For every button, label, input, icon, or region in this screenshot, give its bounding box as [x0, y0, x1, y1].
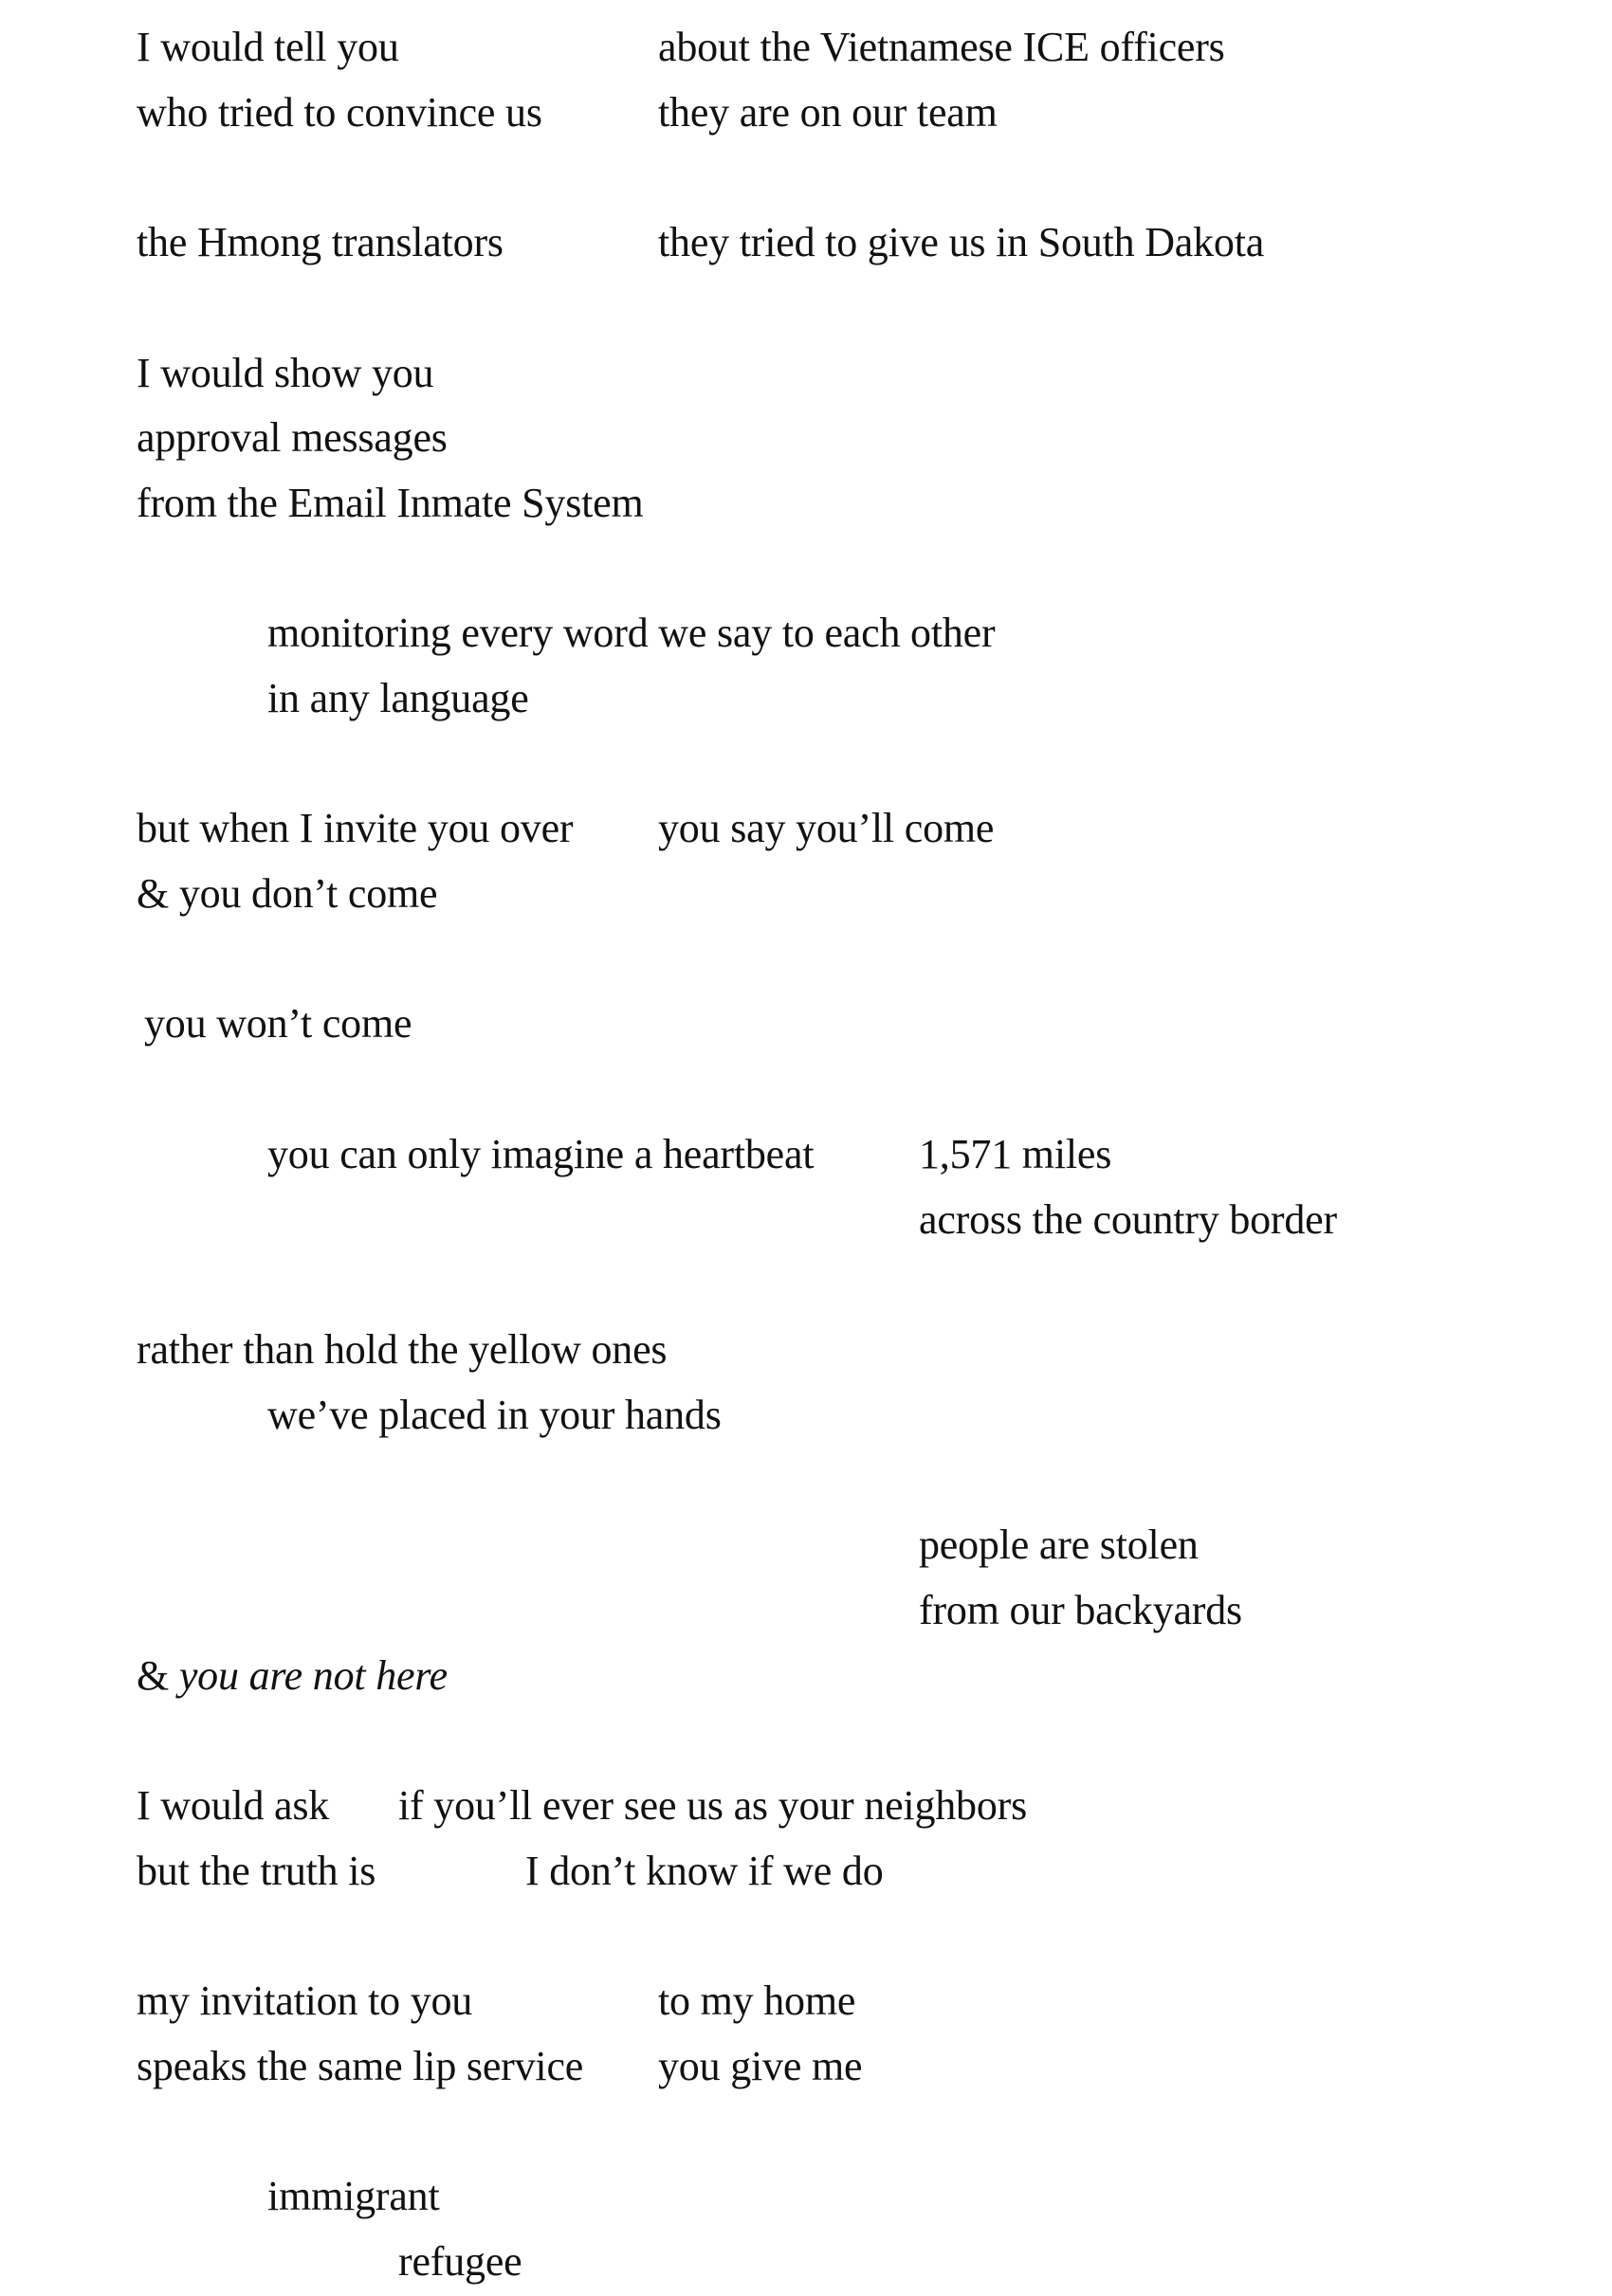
poem-line: if you’ll ever see us as your neighbors — [398, 1782, 1028, 1829]
poem-line: rather than hold the yellow ones — [137, 1326, 668, 1373]
poem-line: but the truth is — [137, 1848, 376, 1894]
poem-line: they tried to give us in South Dakota — [658, 219, 1265, 265]
poem-line: I would tell you — [137, 24, 399, 70]
poem-line: we’ve placed in your hands — [267, 1392, 722, 1438]
poem-line: 1,571 miles — [919, 1131, 1112, 1177]
poem-line: you won’t come — [144, 1000, 412, 1047]
poem-line: & you don’t come — [137, 870, 438, 917]
poem-line: refugee — [398, 2238, 522, 2285]
poem-line: but when I invite you over — [137, 805, 574, 851]
poem-line: across the country border — [919, 1196, 1337, 1243]
poem-line: speaks the same lip service — [137, 2043, 584, 2089]
poem-line: I would ask — [137, 1782, 330, 1829]
poem-line: I would show you — [137, 350, 434, 396]
poem-line: approval messages — [137, 414, 448, 461]
poem-line: from our backyards — [919, 1587, 1242, 1633]
ampersand: & — [137, 1652, 170, 1699]
poem-line: my invitation to you — [137, 1977, 473, 2024]
poem-line: to my home — [658, 1977, 856, 2024]
poem-line: you give me — [658, 2043, 863, 2089]
italic-phrase: you are not here — [178, 1652, 448, 1699]
poem-line: from the Email Inmate System — [137, 480, 644, 526]
poem-line: who tried to convince us — [137, 89, 542, 136]
poem-line: about the Vietnamese ICE officers — [658, 24, 1225, 70]
poem-line: you say you’ll come — [658, 805, 995, 851]
poem-line: you can only imagine a heartbeat — [267, 1131, 815, 1177]
poem-line: they are on our team — [658, 89, 998, 136]
poem-line: people are stolen — [919, 1522, 1199, 1568]
poem-line: in any language — [267, 675, 529, 721]
poem-line-italic — [137, 1649, 448, 1703]
poem-line: immigrant — [267, 2173, 440, 2219]
poem-line: monitoring every word we say to each other — [267, 610, 996, 656]
poem-line: I don’t know if we do — [525, 1848, 884, 1894]
poem-line: the Hmong translators — [137, 219, 504, 265]
